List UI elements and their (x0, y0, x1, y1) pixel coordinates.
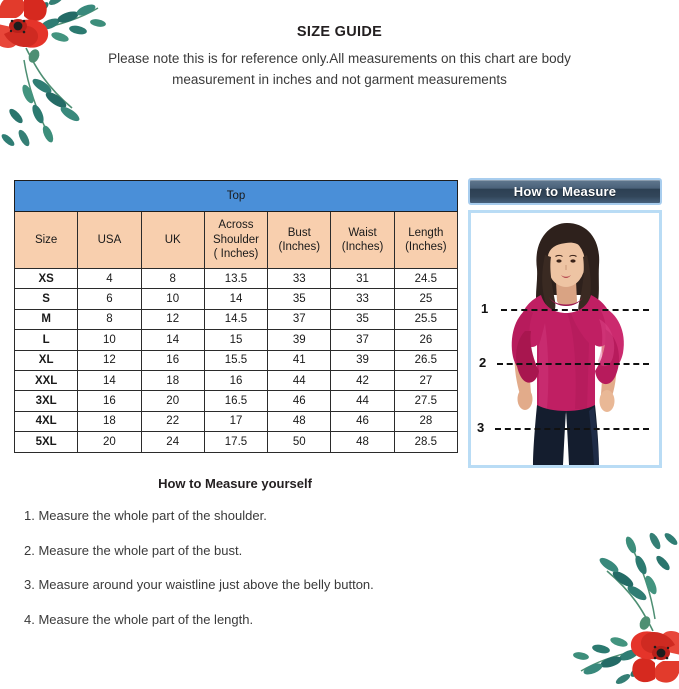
column-header-waist (331, 212, 394, 269)
table-row (15, 432, 458, 452)
measure-line-length (495, 428, 649, 430)
table-cell: 44 (331, 391, 394, 411)
instructions-list (0, 508, 470, 627)
table-cell: 42 (331, 370, 394, 390)
table-cell: 46 (268, 391, 331, 411)
size-chart-table (14, 180, 458, 453)
table-cell: 14 (78, 370, 141, 390)
column-header-line: USA (97, 233, 122, 246)
cell-size: XXL (15, 370, 78, 390)
table-cell: 17 (204, 411, 267, 431)
table-row (15, 370, 458, 390)
table-cell: 8 (78, 309, 141, 329)
table-row (15, 330, 458, 350)
table-cell: 33 (268, 269, 331, 289)
table-row (15, 411, 458, 431)
table-cell: 12 (141, 309, 204, 329)
model-photo-frame (468, 210, 662, 468)
instruction-item: 3. Measure around your waistline just above the belly button. (24, 577, 374, 593)
page-title: SIZE GUIDE (296, 24, 383, 40)
table-cell: 35 (268, 289, 331, 309)
table-cell: 15.5 (204, 350, 267, 370)
cell-size: S (15, 289, 78, 309)
instruction-item: 4. Measure the whole part of the length. (24, 611, 254, 627)
how-to-measure-panel (468, 178, 662, 468)
table-cell: 14 (141, 330, 204, 350)
table-caption: Top (15, 181, 458, 212)
table-cell: 44 (268, 370, 331, 390)
table-cell: 50 (268, 432, 331, 452)
measure-marker-1: 1 (481, 301, 489, 316)
table-cell: 22 (141, 411, 204, 431)
table-cell: 4 (78, 269, 141, 289)
measure-marker-3: 3 (477, 420, 485, 435)
table-cell: 20 (78, 432, 141, 452)
table-cell: 10 (141, 289, 204, 309)
table-row (15, 391, 458, 411)
measure-line-bust (497, 363, 649, 365)
table-cell: 14.5 (204, 309, 267, 329)
table-cell: 46 (331, 411, 394, 431)
cell-size: L (15, 330, 78, 350)
column-header-length (394, 212, 457, 269)
column-header-bust (268, 212, 331, 269)
table-cell: 41 (268, 350, 331, 370)
column-header-line: Bust (287, 226, 311, 239)
how-to-measure-header (468, 178, 662, 205)
table-cell: 24 (141, 432, 204, 452)
column-header-line: ( Inches) (213, 248, 259, 261)
table-cell: 18 (78, 411, 141, 431)
column-header-line: Length (408, 226, 444, 239)
measure-marker-2: 2 (479, 355, 487, 370)
table-cell: 6 (78, 289, 141, 309)
table-cell: 28.5 (394, 432, 457, 452)
instructions-section (0, 476, 470, 646)
table-cell: 16 (141, 350, 204, 370)
column-header-line: (Inches) (405, 241, 447, 253)
instructions-title: How to Measure yourself (158, 476, 312, 491)
table-cell: 12 (78, 350, 141, 370)
cell-size: 3XL (15, 391, 78, 411)
column-header-line: (Inches) (341, 241, 384, 253)
column-header-line: (Inches) (278, 241, 321, 253)
table-cell: 48 (268, 411, 331, 431)
floral-decoration-bottom-right (565, 519, 679, 689)
table-cell: 31 (331, 269, 394, 289)
table-cell: 10 (78, 330, 141, 350)
table-cell: 35 (331, 309, 394, 329)
column-header-line: Waist (348, 226, 377, 239)
column-header-line: Shoulder (212, 233, 259, 246)
table-cell: 28 (394, 411, 457, 431)
table-cell: 25.5 (394, 309, 457, 329)
instruction-item: 2. Measure the whole part of the bust. (24, 542, 243, 558)
column-header-uk (141, 212, 204, 269)
table-cell: 15 (204, 330, 267, 350)
table-row (15, 269, 458, 289)
table-cell: 33 (331, 289, 394, 309)
table-cell: 37 (331, 330, 394, 350)
column-header-line: Size (34, 233, 58, 246)
table-cell: 16 (78, 391, 141, 411)
table-row (15, 350, 458, 370)
table-header-row (15, 212, 458, 269)
table-caption-row (15, 181, 458, 212)
measure-line-shoulder (501, 309, 649, 311)
cell-size: XS (15, 269, 78, 289)
how-to-measure-label: How to Measure (513, 184, 617, 199)
table-cell: 13.5 (204, 269, 267, 289)
table-cell: 39 (331, 350, 394, 370)
table-cell: 27.5 (394, 391, 457, 411)
cell-size: 4XL (15, 411, 78, 431)
table-cell: 18 (141, 370, 204, 390)
page-subtitle: Please note this is for reference only.All measurements on this chart are body measurement in inches and not garment measurements (108, 51, 571, 87)
table-cell: 26 (394, 330, 457, 350)
table-cell: 20 (141, 391, 204, 411)
table-cell: 17.5 (204, 432, 267, 452)
table-cell: 39 (268, 330, 331, 350)
table-cell: 14 (204, 289, 267, 309)
cell-size: M (15, 309, 78, 329)
table-cell: 27 (394, 370, 457, 390)
cell-size: XL (15, 350, 78, 370)
table-cell: 16 (204, 370, 267, 390)
column-header-line: Across (218, 219, 254, 232)
cell-size: 5XL (15, 432, 78, 452)
table-cell: 25 (394, 289, 457, 309)
column-header-usa (78, 212, 141, 269)
table-cell: 8 (141, 269, 204, 289)
column-header-shoulder (204, 212, 267, 269)
table-cell: 24.5 (394, 269, 457, 289)
table-cell: 26.5 (394, 350, 457, 370)
instruction-item: 1. Measure the whole part of the shoulder. (24, 508, 267, 523)
page-header (0, 24, 679, 91)
table-body (15, 269, 458, 453)
table-cell: 37 (268, 309, 331, 329)
table-cell: 16.5 (204, 391, 267, 411)
table-cell: 48 (331, 432, 394, 452)
column-header-size (15, 212, 78, 269)
table-row (15, 289, 458, 309)
column-header-line: UK (164, 233, 181, 246)
table-row (15, 309, 458, 329)
